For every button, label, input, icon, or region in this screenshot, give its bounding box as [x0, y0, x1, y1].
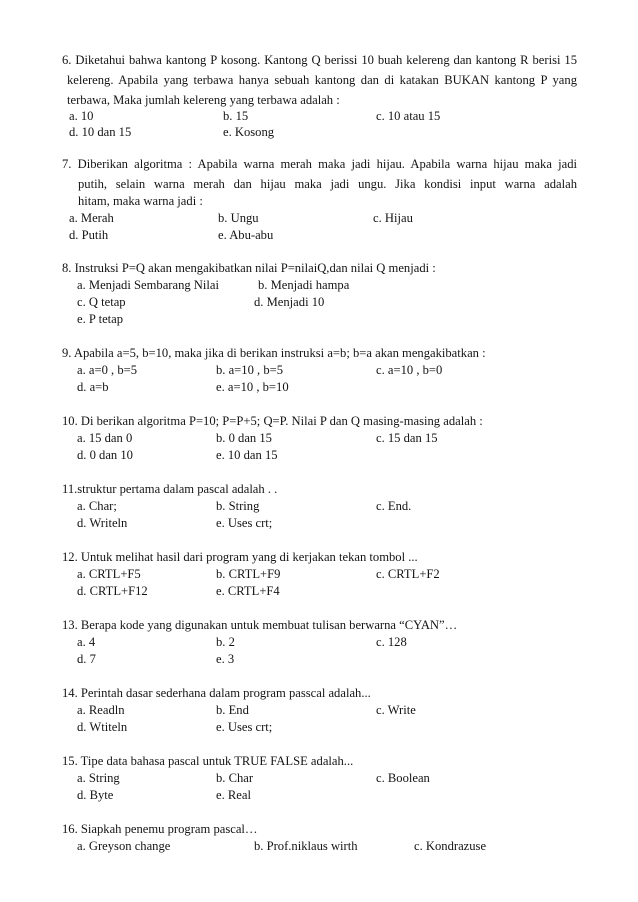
question-stem-line: 16. Siapkah penemu program pascal… — [62, 822, 258, 836]
option-d: d. Writeln — [77, 516, 128, 530]
question-stem-line: 8. Instruksi P=Q akan mengakibatkan nilai P=nilaiQ,dan nilai Q menjadi : — [62, 261, 436, 275]
option-d: d. a=b — [77, 380, 109, 394]
question-stem-line: 15. Tipe data bahasa pascal untuk TRUE FALSE adalah... — [62, 754, 354, 768]
option-a: a. Char; — [77, 499, 117, 513]
option-c: c. Hijau — [373, 211, 413, 225]
option-a: a. Menjadi Sembarang Nilai — [77, 278, 219, 292]
question-stem-line: 12. Untuk melihat hasil dari program yang di kerjakan tekan tombol ... — [62, 550, 418, 564]
option-d: d. Wtiteln — [77, 720, 128, 734]
option-b: b. CRTL+F9 — [216, 567, 281, 581]
option-a: a. 10 — [69, 109, 94, 123]
question-stem-line: 7. Diberikan algoritma : Apabila warna merah maka jadi hijau. Apabila warna hijau maka jadi — [62, 157, 577, 171]
option-a: a. 4 — [77, 635, 96, 649]
option-d: d. 7 — [77, 652, 96, 666]
option-b: b. End — [216, 703, 249, 717]
option-b: b. 15 — [223, 109, 249, 123]
option-c: c. Kondrazuse — [414, 839, 487, 853]
option-b: b. Menjadi hampa — [258, 278, 350, 292]
option-e: e. 3 — [216, 652, 235, 666]
option-a: a. a=0 , b=5 — [77, 363, 138, 377]
question-stem-line: 14. Perintah dasar sederhana dalam program passcal adalah... — [62, 686, 371, 700]
question-stem-line: kelereng. Apabila yang terbawa hanya sebuah kantong dan di katakan BUKAN kantong P yang — [67, 73, 577, 87]
question-stem-line: 6. Diketahui bahwa kantong P kosong. Kantong Q berissi 10 buah kelereng dan kantong R berisi 15 — [62, 53, 577, 67]
question-stem-line: hitam, maka warna jadi : — [78, 194, 203, 208]
option-c: c. a=10 , b=0 — [376, 363, 443, 377]
option-a: a. CRTL+F5 — [77, 567, 141, 581]
option-c: c. Boolean — [376, 771, 430, 785]
option-e: e. Uses crt; — [216, 516, 273, 530]
option-a: a. Merah — [69, 211, 114, 225]
option-e: e. 10 dan 15 — [216, 448, 278, 462]
option-d: d. 10 dan 15 — [69, 125, 132, 139]
option-e: e. Uses crt; — [216, 720, 273, 734]
option-e: e. a=10 , b=10 — [216, 380, 289, 394]
option-d: d. Byte — [77, 788, 114, 802]
option-a: a. Readln — [77, 703, 125, 717]
question-stem-line: 13. Berapa kode yang digunakan untuk membuat tulisan berwarna “CYAN”… — [62, 618, 458, 632]
option-e: e. Kosong — [223, 125, 275, 139]
option-c: c. Write — [376, 703, 416, 717]
option-c: c. 128 — [376, 635, 407, 649]
option-d: d. 0 dan 10 — [77, 448, 133, 462]
option-b: b. Prof.niklaus wirth — [254, 839, 358, 853]
option-a: a. String — [77, 771, 120, 785]
option-c: c. CRTL+F2 — [376, 567, 440, 581]
option-b: b. String — [216, 499, 260, 513]
option-a: a. 15 dan 0 — [77, 431, 133, 445]
option-d: d. Menjadi 10 — [254, 295, 325, 309]
option-d: d. Putih — [69, 228, 109, 242]
option-a: a. Greyson change — [77, 839, 171, 853]
option-d: d. CRTL+F12 — [77, 584, 148, 598]
option-e: e. CRTL+F4 — [216, 584, 280, 598]
question-stem-line: 10. Di berikan algoritma P=10; P=P+5; Q=P. Nilai P dan Q masing-masing adalah : — [62, 414, 483, 428]
option-e: e. Real — [216, 788, 251, 802]
question-stem-line: 11.struktur pertama dalam pascal adalah . . — [62, 482, 278, 496]
option-c: c. End. — [376, 499, 412, 513]
question-stem-line: terbawa, Maka jumlah kelereng yang terbawa adalah : — [67, 93, 340, 107]
option-e: e. Abu-abu — [218, 228, 274, 242]
option-c: c. 15 dan 15 — [376, 431, 438, 445]
option-c: c. Q tetap — [77, 295, 126, 309]
option-b: b. 0 dan 15 — [216, 431, 272, 445]
option-e: e. P tetap — [77, 312, 124, 326]
question-stem-line: 9. Apabila a=5, b=10, maka jika di berikan instruksi a=b; b=a akan mengakibatkan : — [62, 346, 486, 360]
option-c: c. 10 atau 15 — [376, 109, 441, 123]
question-stem-line: putih, selain warna merah dan hijau maka jadi ungu. Jika kondisi input warna adalah — [78, 177, 577, 191]
option-b: b. Char — [216, 771, 254, 785]
option-b: b. Ungu — [218, 211, 259, 225]
option-b: b. a=10 , b=5 — [216, 363, 284, 377]
option-b: b. 2 — [216, 635, 235, 649]
